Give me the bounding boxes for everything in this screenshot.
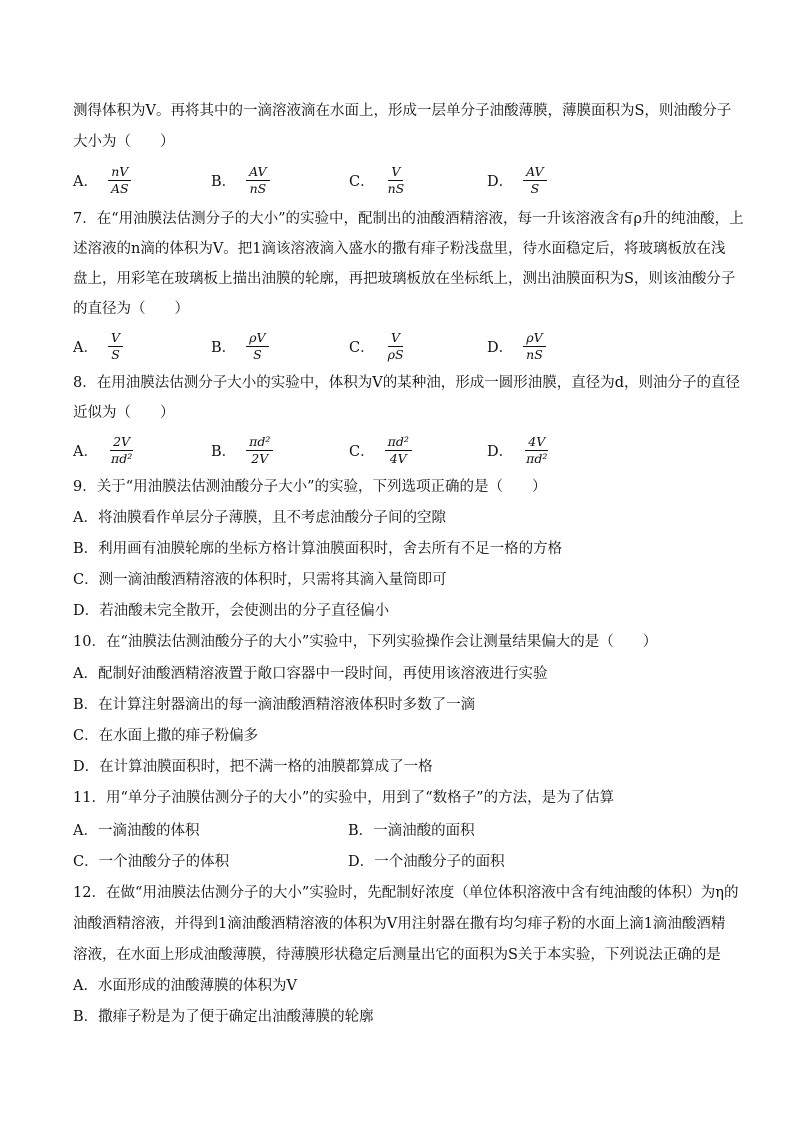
- q12-stem-line1: 12．在做“用油膜法估测分子的大小”实验时，先配制好浓度（单位体积溶液中含有纯油酸的体积）为η的: [73, 885, 739, 901]
- q9-option-c[interactable]: C．测一滴油酸酒精溶液的体积时，只需将其滴入量筒即可: [73, 572, 447, 588]
- q9-stem: 9．关于“用油膜法估测油酸分子大小”的实验，下列选项正确的是（ ）: [73, 479, 547, 495]
- q6-option-a[interactable]: A． $\frac{nV}{AS}$: [73, 160, 132, 200]
- q10-option-a[interactable]: A．配制好油酸酒精溶液置于敞口容器中一段时间，再使用该溶液进行实验: [73, 666, 548, 682]
- q9-option-b[interactable]: B．利用画有油膜轮廓的坐标方格计算油膜面积时，舍去所有不足一格的方格: [73, 541, 563, 557]
- q7-options: [73, 326, 733, 366]
- q11-stem: 11．用“单分子油膜估测分子的大小”的实验中，用到了“数格子”的方法，是为了估算: [73, 790, 615, 806]
- q11-options-row2: [73, 840, 733, 880]
- q11-option-b[interactable]: B．一滴油酸的面积: [348, 822, 475, 839]
- q10-option-d[interactable]: D．在计算油膜面积时，把不满一格的油膜都算成了一格: [73, 759, 433, 775]
- q11-option-d[interactable]: D．一个油酸分子的面积: [348, 853, 505, 870]
- q6-stem-line1: 测得体积为V。再将其中的一滴溶液滴在水面上，形成一层单分子油酸薄膜，薄膜面积为S，则油酸分子: [73, 103, 732, 119]
- q12-option-a[interactable]: A．水面形成的油酸薄膜的体积为V: [73, 978, 297, 994]
- q11-option-c[interactable]: C．一个油酸分子的体积: [73, 853, 230, 870]
- q7-option-b[interactable]: B． $\frac{\rho V}{S}$: [211, 326, 269, 366]
- q12-stem-line3: 溶液，在水面上形成油酸薄膜，待薄膜形状稳定后测量出它的面积为S关于本实验，下列说法正确的是: [73, 947, 721, 963]
- q8-option-d[interactable]: D． $\frac{4V}{\text{πd²}}$: [487, 433, 548, 466]
- q10-option-c[interactable]: C．在水面上撒的痱子粉偏多: [73, 728, 259, 744]
- q6-options: [73, 160, 733, 200]
- q8-options: [73, 430, 733, 470]
- q8-stem-line2: 近似为（ ）: [73, 405, 175, 421]
- q7-stem-line2: 述溶液的n滴的体积为V。把1滴该溶液滴入盛水的撒有痱子粉浅盘里，待水面稳定后，将玻璃板放在浅: [73, 241, 726, 257]
- q9-option-a[interactable]: A．将油膜看作单层分子薄膜，且不考虑油酸分子间的空隙: [73, 510, 446, 526]
- q8-option-c[interactable]: C． $\frac{\text{πd²}}{4V}$: [349, 430, 412, 470]
- q8-option-a[interactable]: A． $\frac{2V}{\text{πd²}}$: [73, 433, 133, 466]
- q6-option-c[interactable]: C． $\frac{V}{nS}$: [349, 163, 405, 196]
- q7-stem-line1: 7．在“用油膜法估测分子的大小”的实验中，配制出的油酸酒精溶液，每一升该溶液含有ρ升的纯油酸，上: [73, 211, 744, 227]
- q11-option-a[interactable]: A．一滴油酸的体积: [73, 822, 200, 839]
- q6-option-b[interactable]: B． $\frac{AV}{nS}$: [211, 160, 270, 200]
- q6-stem-line2: 大小为（ ）: [73, 134, 175, 150]
- q8-option-b[interactable]: B． $\frac{\text{πd²}}{2V}$: [211, 430, 273, 470]
- q7-option-d[interactable]: D． $\frac{\rho V}{nS}$: [487, 326, 546, 366]
- q9-option-d[interactable]: D．若油酸未完全散开，会使测出的分子直径偏小: [73, 603, 390, 619]
- q7-stem-line3: 盘上，用彩笔在玻璃板上描出油膜的轮廓，再把玻璃板放在坐标纸上，测出油膜面积为S，则该油酸分子: [73, 271, 736, 287]
- q6-option-d[interactable]: D． $\frac{AV}{S}$: [487, 160, 547, 200]
- q7-option-a[interactable]: A． $\frac{V}{S}$: [73, 326, 123, 366]
- q7-option-c[interactable]: C． $\frac{V}{\rho S}$: [349, 329, 404, 362]
- q7-stem-line4: 的直径为（ ）: [73, 301, 189, 317]
- q10-option-b[interactable]: B．在计算注射器滴出的每一滴油酸酒精溶液体积时多数了一滴: [73, 697, 476, 713]
- q10-stem: 10．在“油膜法估测油酸分子的大小”实验中，下列实验操作会让测量结果偏大的是（ ）: [73, 634, 658, 650]
- q8-stem-line1: 8．在用油膜法估测分子大小的实验中，体积为V的某种油，形成一圆形油膜，直径为d，则油分子的直径: [73, 375, 740, 391]
- q12-option-b[interactable]: B．撒痱子粉是为了便于确定出油酸薄膜的轮廓: [73, 1009, 374, 1025]
- q12-stem-line2: 油酸酒精溶液，并得到1滴油酸酒精溶液的体积为V用注射器在撒有均匀痱子粉的水面上滴1滴油酸酒精: [73, 916, 726, 932]
